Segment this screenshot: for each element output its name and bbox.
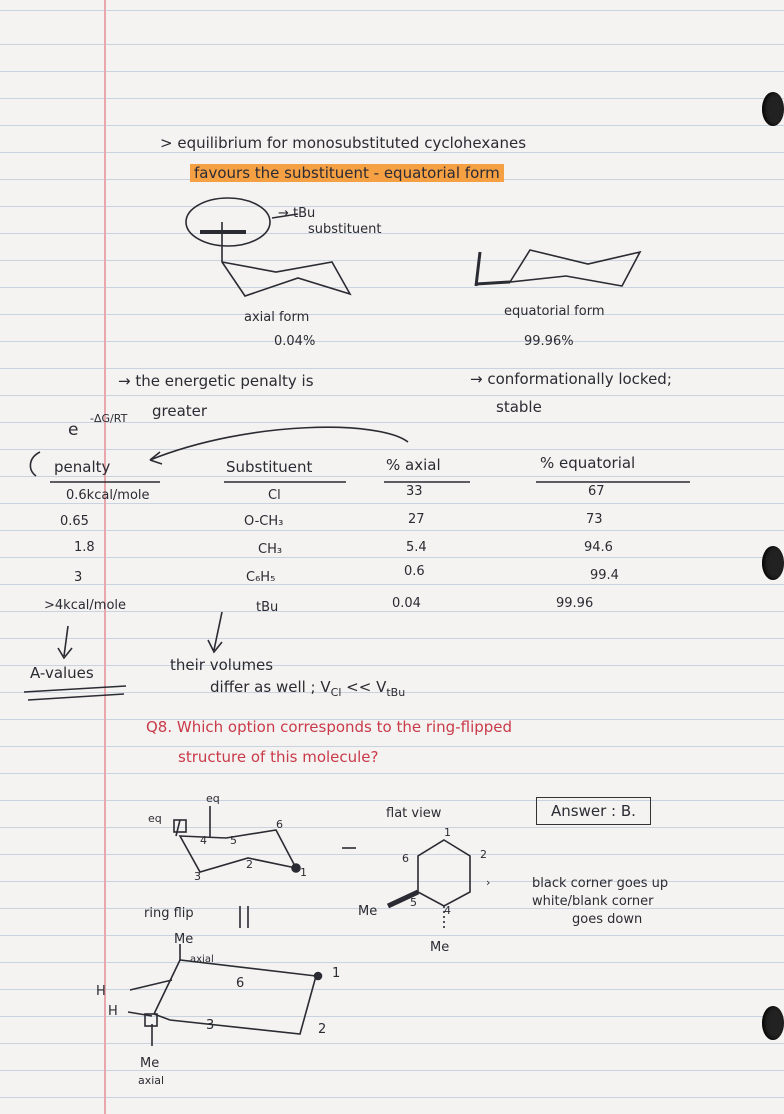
header-penalty: penalty <box>54 458 111 476</box>
equatorial-percent: 99.96% <box>524 334 574 349</box>
question-line-2: structure of this molecule? <box>178 748 379 766</box>
num-3-flipped: 3 <box>206 1018 215 1033</box>
less-than-text: << V <box>341 678 387 696</box>
note-line-2: white/blank corner <box>532 894 654 909</box>
flat-view-label: flat view <box>386 806 442 821</box>
tbu-label: → tBu <box>278 206 316 221</box>
note-line-1: black corner goes up <box>532 876 669 891</box>
row3-axial: 5.4 <box>406 540 427 555</box>
num-3-hexagon: › <box>486 876 491 889</box>
locked-note-2: stable <box>496 398 542 416</box>
num-4-hexagon: 4 <box>444 904 451 917</box>
answer-box: Answer : B. <box>536 797 651 825</box>
row5-axial: 0.04 <box>392 596 421 611</box>
a-values-label: A-values <box>30 664 94 682</box>
num-6-first-chair: 6 <box>276 818 283 831</box>
num-6-flipped: 6 <box>236 976 245 991</box>
num-1-hexagon: 1 <box>444 826 451 839</box>
num-3-first-chair: 3 <box>194 870 201 883</box>
ring-flip-label: ring flip <box>144 906 194 921</box>
row4-axial: 0.6 <box>404 564 425 579</box>
exponent-base: e <box>68 420 79 440</box>
note-line-3: goes down <box>572 912 643 927</box>
num-5-first-chair: 5 <box>230 834 237 847</box>
row2-substituent: O-CH₃ <box>244 514 284 529</box>
penalty-note-2: greater <box>152 402 208 420</box>
row1-equatorial: 67 <box>588 484 605 499</box>
highlighted-text: favours the substituent - equatorial form <box>190 164 504 182</box>
me-bottom-label: Me <box>430 940 450 955</box>
num-2-first-chair: 2 <box>246 858 253 871</box>
header-axial: % axial <box>386 456 441 474</box>
volumes-line-2 <box>210 678 405 699</box>
locked-note-1: → conformationally locked; <box>470 370 672 388</box>
h2-label: H <box>108 1004 118 1019</box>
num-5-hexagon: 5 <box>410 896 417 909</box>
me-top-label: Me <box>174 932 194 947</box>
row1-substituent: Cl <box>268 488 281 503</box>
num-1-flipped: 1 <box>332 966 341 981</box>
header-equatorial: % equatorial <box>540 454 636 472</box>
row4-penalty: 3 <box>74 570 83 585</box>
row2-axial: 27 <box>408 512 425 527</box>
v-cl-subscript: Cl <box>330 686 342 699</box>
num-4-first-chair: 4 <box>200 834 207 847</box>
row1-penalty: 0.6kcal/mole <box>66 488 150 503</box>
highlighted-line <box>190 164 504 182</box>
row5-substituent: tBu <box>256 600 279 615</box>
intro-line: > equilibrium for monosubstituted cyclohexanes <box>160 134 527 152</box>
h1-label: H <box>96 984 106 999</box>
volumes-text: differ as well ; V <box>210 678 331 696</box>
axial-form-label: axial form <box>244 310 310 325</box>
row3-penalty: 1.8 <box>74 540 95 555</box>
row1-axial: 33 <box>406 484 423 499</box>
penalty-note-1: → the energetic penalty is <box>118 372 314 390</box>
row3-substituent: CH₃ <box>258 542 283 557</box>
exponent-sup: -ΔG/RT <box>90 412 128 425</box>
axial-percent: 0.04% <box>274 334 316 349</box>
row4-substituent: C₆H₅ <box>246 570 276 585</box>
equatorial-form-label: equatorial form <box>504 304 605 319</box>
volumes-line-1: their volumes <box>170 656 274 674</box>
axial-top-label: axial <box>190 954 214 965</box>
me-left-label: Me <box>358 904 378 919</box>
me-lower-label: Me <box>140 1056 160 1071</box>
row4-equatorial: 99.4 <box>590 568 619 583</box>
num-2-hexagon: 2 <box>480 848 487 861</box>
header-substituent: Substituent <box>226 458 313 476</box>
row2-equatorial: 73 <box>586 512 603 527</box>
v-tbu-subscript: tBu <box>386 686 406 699</box>
row5-equatorial: 99.96 <box>556 596 594 611</box>
axial-lower-label: axial <box>138 1074 165 1087</box>
row2-penalty: 0.65 <box>60 514 89 529</box>
substituent-label: substituent <box>308 222 382 237</box>
row5-penalty: >4kcal/mole <box>44 598 127 613</box>
eq-top-label: eq <box>206 792 220 805</box>
num-1-first-chair: 1 <box>300 866 307 879</box>
answer-label <box>536 802 651 820</box>
num-2-flipped: 2 <box>318 1022 327 1037</box>
num-6-hexagon: 6 <box>402 852 409 865</box>
row3-equatorial: 94.6 <box>584 540 613 555</box>
eq-left-label: eq <box>148 812 162 825</box>
question-line-1: Q8. Which option corresponds to the ring-flipped <box>146 718 513 736</box>
